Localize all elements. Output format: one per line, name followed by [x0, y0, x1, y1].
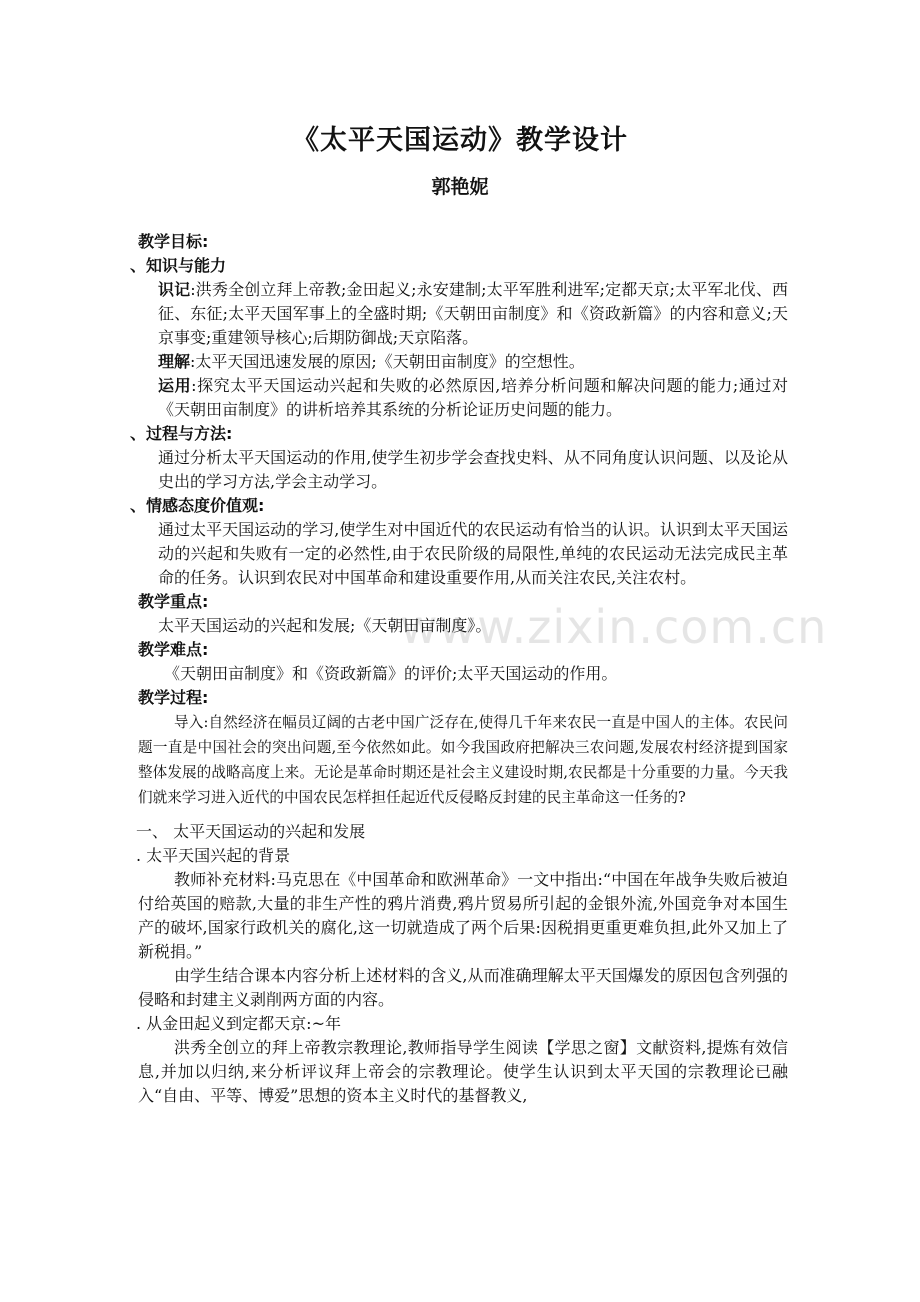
apply-text: :探究太平天国运动兴起和失败的必然原因,培养分析问题和解决问题的能力;通过对《天朝田亩制度》的讲析培养其系统的分析论证历史问题的能力。	[158, 376, 788, 419]
goals-heading: 教学目标:	[138, 232, 209, 251]
apply-paragraph	[138, 374, 788, 422]
understand-label: 理解	[158, 352, 191, 371]
difficulties-text: 《天朝田亩制度》和《资政新篇》的评价;太平天国运动的作用。	[164, 664, 618, 683]
sub2-paragraph-1: 洪秀全创立的拜上帝教宗教理论,教师指导学生阅读【学思之窗】文献资料,提炼有效信息,并加以归纳,来分析评议拜上帝会的宗教理论。使学生认识到太平天国的宗教理论已融入“自由、平等、博爱”思想的资本主义时代的基督教义,	[138, 1038, 788, 1105]
difficulties-heading: 教学难点:	[138, 640, 209, 659]
process-method-heading: 、过程与方法:	[130, 424, 233, 443]
understand-paragraph	[138, 350, 788, 374]
document-author: 郭艳妮	[431, 176, 489, 198]
key-points-text: 太平天国运动的兴起和发展;《天朝田亩制度》。	[158, 616, 492, 635]
part1-title: 一、 太平天国运动的兴起和发展	[136, 822, 366, 841]
sub1-title: . 太平天国兴起的背景	[136, 846, 291, 865]
teaching-process-heading: 教学过程:	[138, 688, 209, 707]
intro-paragraph: 导入:自然经济在幅员辽阔的古老中国广泛存在,使得几千年来农民一直是中国人的主体。农民问题一直是中国社会的突出问题,至今依然如此。如今我国政府把解决三农问题,发展农村经济提到国家整体发展的战略高度上来。无论是革命时期还是社会主义建设时期,农民都是十分重要的力量。今天我们就来学习进入近代的中国农民怎样担任起近代反侵略反封建的民主革命这一任务的?	[138, 714, 788, 806]
process-method-text: 通过分析太平天国运动的作用,使学生初步学会查找史料、从不同角度认识问题、以及论从史出的学习方法,学会主动学习。	[158, 448, 788, 491]
understand-text: :太平天国迅速发展的原因;《天朝田亩制度》的空想性。	[190, 352, 585, 371]
key-points-heading: 教学重点:	[138, 592, 209, 611]
emotion-text: 通过太平天国运动的学习,使学生对中国近代的农民运动有恰当的认识。认识到太平天国运动的兴起和失败有一定的必然性,由于农民阶级的局限性,单纯的农民运动无法完成民主革命的任务。认识到农民对中国革命和建设重要作用,从而关注农民,关注农村。	[158, 520, 788, 587]
watermark: www.zixin.com.cn	[400, 600, 828, 654]
sub2-title: . 从金田起义到定都天京:~年	[136, 1014, 341, 1033]
recall-text: :洪秀全创立拜上帝教;金田起义;永安建制;太平军胜利进军;定都天京;太平军北伐、西征、东征;太平天国军事上的全盛时期;《天朝田亩制度》和《资政新篇》的内容和意义;天京事变;重建领导核心;后期防御战;天京陷落。	[158, 280, 788, 347]
sub1-paragraph-1: 教师补充材料:马克思在《中国革命和欧洲革命》一文中指出:“中国在年战争失败后被迫付给英国的赔款,大量的非生产性的鸦片消费,鸦片贸易所引起的金银外流,外国竞争对本国生产的破坏,国家行政机关的腐化,这一切就造成了两个后果:因税捐更重更难负担,此外又加上了新税捐。”	[138, 870, 788, 961]
emotion-heading: 、情感态度价值观:	[130, 496, 265, 515]
apply-label: 运用	[158, 376, 192, 395]
recall-label: 识记	[158, 280, 191, 299]
knowledge-heading: 、知识与能力	[130, 256, 227, 275]
document-body	[130, 230, 788, 1108]
recall-paragraph	[138, 278, 788, 350]
sub1-paragraph-2: 由学生结合课本内容分析上述材料的含义,从而准确理解太平天国爆发的原因包含列强的侵略和封建主义剥削两方面的内容。	[138, 966, 788, 1009]
document-title: 《太平天国运动》教学设计	[292, 125, 628, 156]
